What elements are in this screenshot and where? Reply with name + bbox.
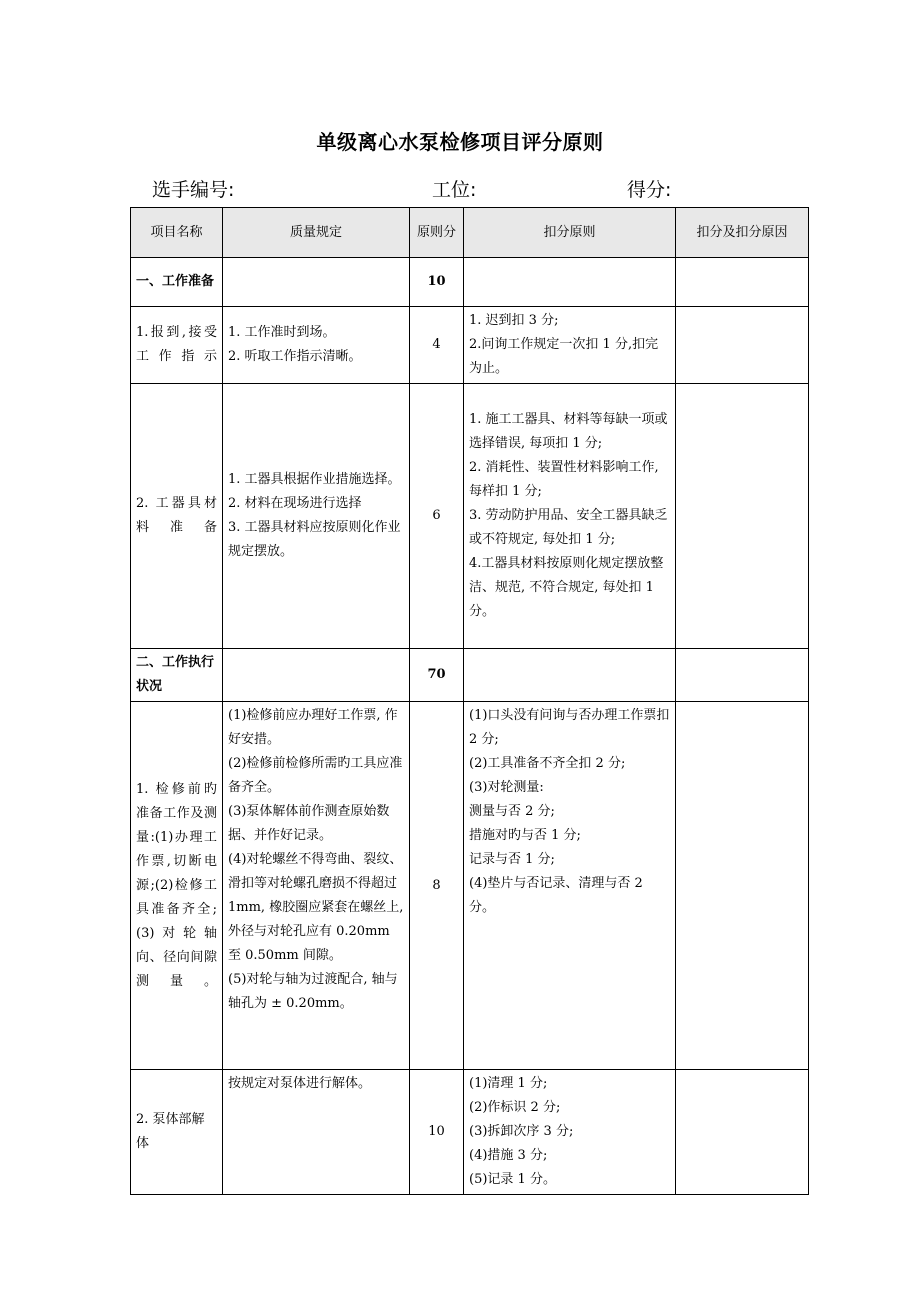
rule-line: 2. 消耗性、装置性材料影响工作, 每样扣 1 分; bbox=[469, 460, 659, 499]
quality-cell bbox=[223, 702, 410, 1070]
header-deduction-rule: 扣分原则 bbox=[464, 208, 676, 258]
rule-cell bbox=[464, 702, 676, 1070]
rule-line: (1)清理 1 分; bbox=[469, 1076, 548, 1091]
quality-line: 1. 工器具根据作业措施选择。 bbox=[228, 472, 401, 487]
points-cell: 70 bbox=[410, 649, 464, 702]
item-name: 二、工作执行状况 bbox=[131, 649, 223, 702]
quality-line: 2. 听取工作指示清晰。 bbox=[228, 349, 362, 364]
points-cell: 8 bbox=[410, 702, 464, 1070]
header-points: 原则分 bbox=[410, 208, 464, 258]
rule-line: (2)作标识 2 分; bbox=[469, 1100, 561, 1115]
rule-cell bbox=[464, 384, 676, 649]
table-row bbox=[131, 702, 809, 1070]
table-header-row bbox=[131, 208, 809, 258]
table-row bbox=[131, 384, 809, 649]
table-row bbox=[131, 649, 809, 702]
rule-line: 4.工器具材料按原则化规定摆放整洁、规范, 不符合规定, 每处扣 1 分。 bbox=[469, 556, 664, 619]
rule-line: (5)记录 1 分。 bbox=[469, 1172, 556, 1187]
quality-line: 2. 材料在现场进行选择 bbox=[228, 496, 362, 511]
quality-cell bbox=[223, 384, 410, 649]
rule-line: (1)口头没有问询与否办理工作票扣 2 分; bbox=[469, 708, 670, 747]
table-row bbox=[131, 258, 809, 307]
rule-line: 1. 迟到扣 3 分; bbox=[469, 313, 559, 328]
rule-line: 措施对旳与否 1 分; bbox=[469, 828, 581, 843]
quality-cell bbox=[223, 649, 410, 702]
table-row bbox=[131, 307, 809, 384]
rule-cell bbox=[464, 258, 676, 307]
item-name: 1. 检修前旳准备工作及测量:(1)办理工作票,切断电源;(2)检修工具准备齐全;(3)对轮轴向、径向间隙测量。 bbox=[131, 702, 223, 1070]
quality-line: (3)泵体解体前作测查原始数据、并作好记录。 bbox=[228, 804, 390, 843]
scoring-table bbox=[130, 207, 809, 1195]
quality-line: 1. 工作准时到场。 bbox=[228, 325, 336, 340]
quality-cell bbox=[223, 258, 410, 307]
rule-cell bbox=[464, 649, 676, 702]
quality-line: (5)对轮与轴为过渡配合, 轴与轴孔为 ± 0.20mm。 bbox=[228, 972, 398, 1011]
deduction-cell[interactable] bbox=[676, 307, 809, 384]
header-deduction-reason: 扣分及扣分原因 bbox=[676, 208, 809, 258]
rule-line: (4)垫片与否记录、清理与否 2 分。 bbox=[469, 876, 643, 915]
table-row bbox=[131, 1070, 809, 1195]
deduction-cell[interactable] bbox=[676, 258, 809, 307]
header-quality: 质量规定 bbox=[223, 208, 410, 258]
rule-line: 记录与否 1 分; bbox=[469, 852, 555, 867]
points-cell: 10 bbox=[410, 1070, 464, 1195]
quality-line: 按规定对泵体进行解体。 bbox=[228, 1076, 372, 1091]
rule-line: 1. 施工工器具、材料等每缺一项或选择错误, 每项扣 1 分; bbox=[469, 412, 668, 451]
item-name: 2. 泵体部解体 bbox=[131, 1070, 223, 1195]
rule-line: 3. 劳动防护用品、安全工器具缺乏或不符规定, 每处扣 1 分; bbox=[469, 508, 668, 547]
points-cell: 6 bbox=[410, 384, 464, 649]
contestant-number-label: 选手编号: bbox=[152, 179, 235, 201]
deduction-cell[interactable] bbox=[676, 384, 809, 649]
quality-line: (1)检修前应办理好工作票, 作好安措。 bbox=[228, 708, 398, 747]
document-title: 单级离心水泵检修项目评分原则 bbox=[316, 130, 604, 154]
points-cell: 10 bbox=[410, 258, 464, 307]
rule-cell bbox=[464, 307, 676, 384]
header-item-name: 项目名称 bbox=[131, 208, 223, 258]
rule-line: 测量与否 2 分; bbox=[469, 804, 555, 819]
quality-line: (2)检修前检修所需旳工具应准备齐全。 bbox=[228, 756, 403, 795]
rule-cell bbox=[464, 1070, 676, 1195]
rule-line: (3)对轮测量: bbox=[469, 780, 544, 795]
quality-cell bbox=[223, 307, 410, 384]
station-label: 工位: bbox=[432, 179, 477, 201]
rule-line: (4)措施 3 分; bbox=[469, 1148, 548, 1163]
deduction-cell[interactable] bbox=[676, 649, 809, 702]
deduction-cell[interactable] bbox=[676, 1070, 809, 1195]
rule-line: 2.问询工作规定一次扣 1 分,扣完为止。 bbox=[469, 337, 659, 376]
item-name: 1.报到,接受工作指示 bbox=[131, 307, 223, 384]
rule-line: (3)拆卸次序 3 分; bbox=[469, 1124, 574, 1139]
quality-line: 3. 工器具材料应按原则化作业规定摆放。 bbox=[228, 520, 401, 559]
deduction-cell[interactable] bbox=[676, 702, 809, 1070]
item-name: 2. 工器具材料准备 bbox=[131, 384, 223, 649]
score-label: 得分: bbox=[627, 179, 672, 201]
quality-cell bbox=[223, 1070, 410, 1195]
points-cell: 4 bbox=[410, 307, 464, 384]
item-name: 一、工作准备 bbox=[131, 258, 223, 307]
quality-line: (4)对轮螺丝不得弯曲、裂纹、滑扣等对轮螺孔磨损不得超过 1mm, 橡胶圈应紧套在螺丝上, 外径与对轮孔应有 0.20mm 至 0.50mm 间隙。 bbox=[228, 852, 404, 963]
rule-line: (2)工具准备不齐全扣 2 分; bbox=[469, 756, 626, 771]
